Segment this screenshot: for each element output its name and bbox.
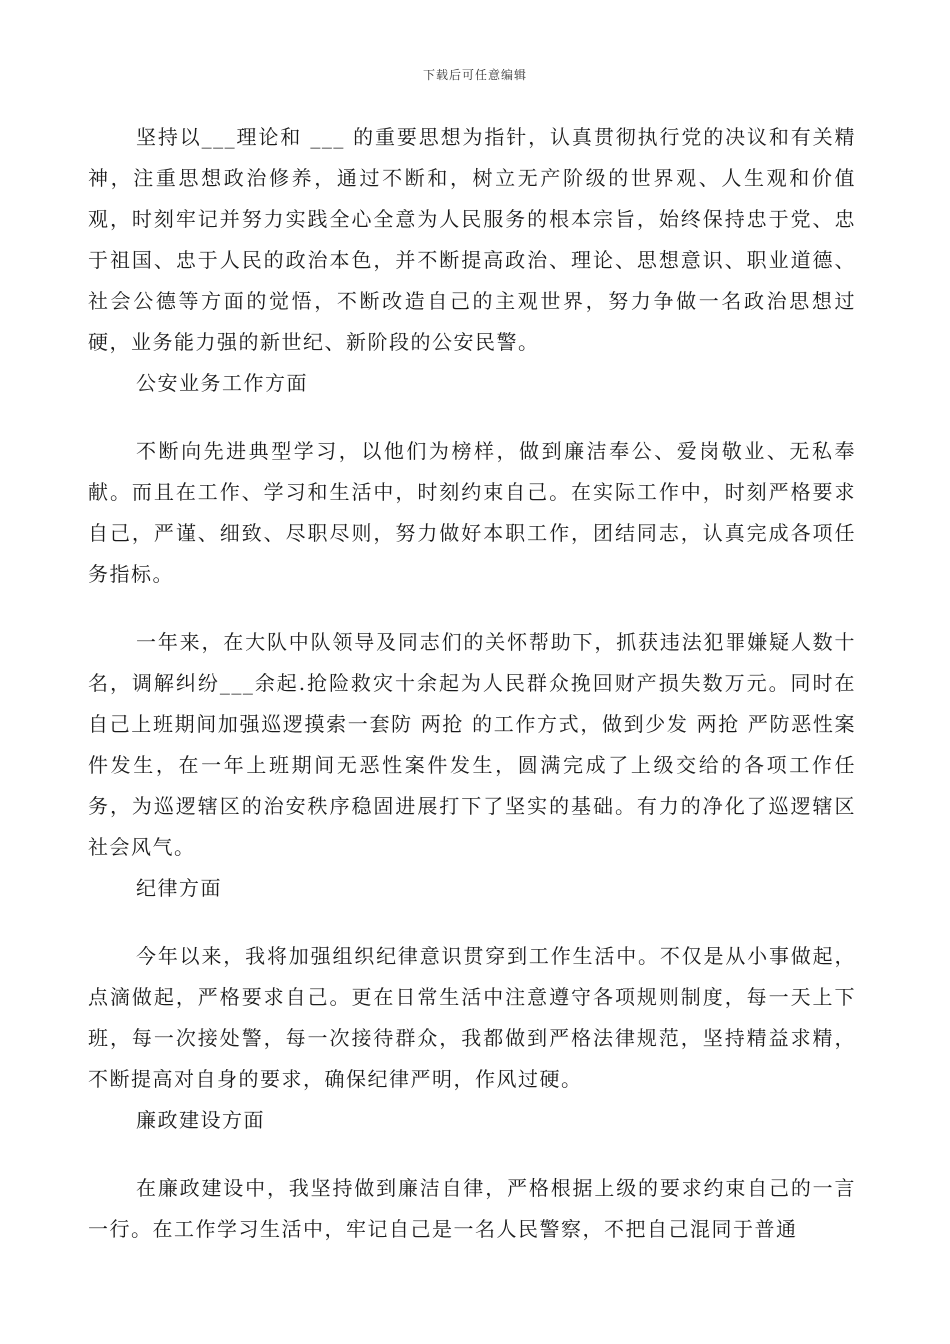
paragraph-ideology: 坚持以___理论和 ___ 的重要思想为指针，认真贯彻执行党的决议和有关精神，注重思想政治修养，通过不断和，树立无产阶级的世界观、人生观和价值观，时刻牢记并努力实践全心全意为人民服务的根本宗旨，始终保持忠于党、忠于祖国、忠于人民的政治本色，并不断提高政治、理论、思想意识、职业道德、社会公德等方面的觉悟，不断改造自己的主观世界，努力争做一名政治思想过硬，业务能力强的新世纪、新阶段的公安民警。 — [88, 125, 856, 354]
paragraph-integrity: 在廉政建设中，我坚持做到廉洁自律，严格根据上级的要求约束自己的一言一行。在工作学习生活中，牢记自己是一名人民警察，不把自己混同于普通 — [88, 1176, 856, 1241]
document-body — [88, 117, 856, 1250]
paragraph-achievements: 一年来，在大队中队领导及同志们的关怀帮助下，抓获违法犯罪嫌疑人数十名，调解纠纷___余起.抢险救灾十余起为人民群众挽回财产损失数万元。同时在自己上班期间加强巡逻摸索一套防 两抢 的工作方式，做到少发 两抢 严防恶性案件发生，在一年上班期间无恶性案件发生，圆满完成了上级交给的各项工作任务，为巡逻辖区的治安秩序稳固进展打下了坚实的基础。有力的净化了巡逻辖区社会风气。 — [88, 630, 856, 859]
header-note: 下载后可任意编辑 — [422, 68, 527, 82]
paragraph-discipline: 今年以来，我将加强组织纪律意识贯穿到工作生活中。不仅是从小事做起，点滴做起，严格要求自己。更在日常生活中注意遵守各项规则制度，每一天上下班，每一次接处警，每一次接待群众，我都做到严格法律规范，坚持精益求精，不断提高对自身的要求，确保纪律严明，作风过硬。 — [88, 944, 856, 1091]
heading-discipline: 纪律方面 — [136, 876, 222, 900]
paragraph-learning: 不断向先进典型学习，以他们为榜样，做到廉洁奉公、爱岗敬业、无私奉献。而且在工作、学习和生活中，时刻约束自己。在实际工作中，时刻严格要求自己，严谨、细致、尽职尽则，努力做好本职工作，团结同志，认真完成各项任务指标。 — [88, 439, 856, 586]
heading-integrity: 廉政建设方面 — [136, 1108, 265, 1132]
heading-police-work: 公安业务工作方面 — [136, 371, 308, 395]
